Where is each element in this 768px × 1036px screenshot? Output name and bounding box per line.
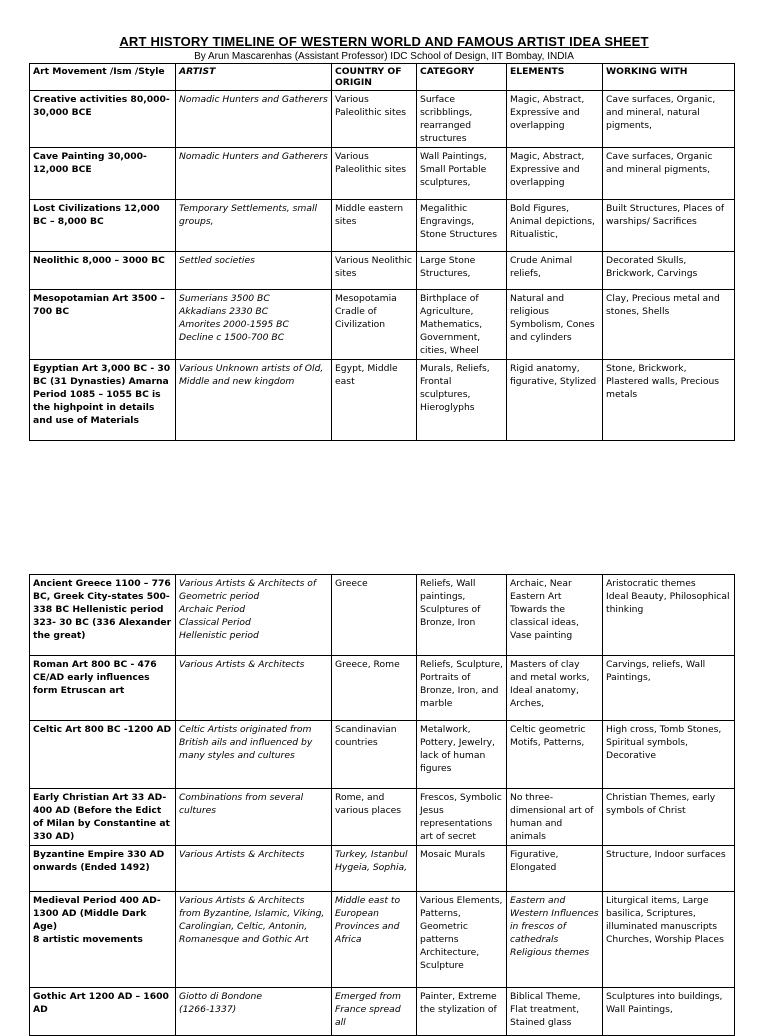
elements-cell: Magic, Abstract, Expressive and overlapping xyxy=(507,148,603,200)
movement-cell: Creative activities 80,000-30,000 BCE xyxy=(30,91,176,148)
artist-cell: Nomadic Hunters and Gatherers xyxy=(176,148,332,200)
artist-cell: Various Unknown artists of Old, Middle and new kingdom xyxy=(176,360,332,441)
movement-cell: Early Christian Art 33 AD-400 AD (Before the Edict of Milan by Constantine at 330 AD) xyxy=(30,789,176,846)
category-cell: Surface scribblings, rearranged structures xyxy=(417,91,507,148)
working-with-cell: Carvings, reliefs, Wall Paintings, xyxy=(603,656,735,721)
elements-cell: Celtic geometric Motifs, Patterns, xyxy=(507,721,603,789)
timeline-table-2-body xyxy=(30,575,735,1036)
elements-cell: Crude Animal reliefs, xyxy=(507,252,603,290)
category-cell: Reliefs, Sculpture, Portraits of Bronze, Iron, and marble xyxy=(417,656,507,721)
category-cell: Megalithic Engravings, Stone Structures xyxy=(417,200,507,252)
table-row xyxy=(30,988,735,1036)
category-cell: Metalwork, Pottery, Jewelry, lack of human figures xyxy=(417,721,507,789)
working-with-cell: Sculptures into buildings, Wall Paintings, xyxy=(603,988,735,1036)
working-with-cell: Decorated Skulls, Brickwork, Carvings xyxy=(603,252,735,290)
table-row xyxy=(30,252,735,290)
timeline-table-1-body xyxy=(30,91,735,441)
table-row xyxy=(30,721,735,789)
country-cell: Turkey, Istanbul Hygeia, Sophia, xyxy=(332,846,417,892)
country-cell: Rome, and various places xyxy=(332,789,417,846)
category-cell: Reliefs, Wall paintings, Sculptures of Bronze, Iron xyxy=(417,575,507,656)
working-with-cell: Liturgical items, Large basilica, Scriptures, illuminated manuscripts Churches, Worship Places xyxy=(603,892,735,988)
elements-cell: Magic, Abstract, Expressive and overlapping xyxy=(507,91,603,148)
table-row xyxy=(30,575,735,656)
artist-cell: Celtic Artists originated from British ails and influenced by many styles and cultures xyxy=(176,721,332,789)
country-cell: Scandinavian countries xyxy=(332,721,417,789)
header-elements: ELEMENTS xyxy=(507,64,603,91)
category-cell: Murals, Reliefs, Frontal sculptures, Hieroglyphs xyxy=(417,360,507,441)
header-artist: ARTIST xyxy=(176,64,332,91)
elements-cell: Figurative, Elongated xyxy=(507,846,603,892)
timeline-table-header xyxy=(30,64,735,91)
movement-cell: Cave Painting 30,000-12,000 BCE xyxy=(30,148,176,200)
table-row xyxy=(30,656,735,721)
artist-cell: Giotto di Bondone (1266-1337) xyxy=(176,988,332,1036)
movement-cell: Egyptian Art 3,000 BC - 30 BC (31 Dynasties) Amarna Period 1085 – 1055 BC is the highpoint in details and use of Materials xyxy=(30,360,176,441)
artist-cell: Various Artists & Architects xyxy=(176,846,332,892)
country-cell: Various Paleolithic sites xyxy=(332,91,417,148)
header-category: CATEGORY xyxy=(417,64,507,91)
working-with-cell: Cave surfaces, Organic and mineral pigments, xyxy=(603,148,735,200)
movement-cell: Gothic Art 1200 AD – 1600 AD xyxy=(30,988,176,1036)
movement-cell: Mesopotamian Art 3500 – 700 BC xyxy=(30,290,176,360)
country-cell: Various Paleolithic sites xyxy=(332,148,417,200)
artist-cell: Temporary Settlements, small groups, xyxy=(176,200,332,252)
movement-cell: Medieval Period 400 AD-1300 AD (Middle Dark Age) 8 artistic movements xyxy=(30,892,176,988)
category-cell: Large Stone Structures, xyxy=(417,252,507,290)
table-row xyxy=(30,846,735,892)
country-cell: Mesopotamia Cradle of Civilization xyxy=(332,290,417,360)
header-working-with: WORKING WITH xyxy=(603,64,735,91)
category-cell: Birthplace of Agriculture, Mathematics, Government, cities, Wheel xyxy=(417,290,507,360)
artist-cell: Various Artists & Architects from Byzantine, Islamic, Viking, Carolingian, Celtic, Antonin, Romanesque and Gothic Art xyxy=(176,892,332,988)
header-movement: Art Movement /Ism /Style xyxy=(30,64,176,91)
movement-cell: Ancient Greece 1100 – 776 BC, Greek City-states 500-338 BC Hellenistic period 323- 30 BC (336 Alexander the great) xyxy=(30,575,176,656)
country-cell: Various Neolithic sites xyxy=(332,252,417,290)
working-with-cell: Cave surfaces, Organic, and mineral, natural pigments, xyxy=(603,91,735,148)
document-subtitle: By Arun Mascarenhas (Assistant Professor) IDC School of Design, IIT Bombay, INDIA xyxy=(194,51,574,62)
artist-cell: Settled societies xyxy=(176,252,332,290)
table-row xyxy=(30,789,735,846)
category-cell: Various Elements, Patterns, Geometric patterns Architecture, Sculpture xyxy=(417,892,507,988)
country-cell: Greece, Rome xyxy=(332,656,417,721)
header-row xyxy=(30,64,735,91)
movement-cell: Celtic Art 800 BC -1200 AD xyxy=(30,721,176,789)
header-country: COUNTRY OF ORIGIN xyxy=(332,64,417,91)
movement-cell: Roman Art 800 BC - 476 CE/AD early influences form Etruscan art xyxy=(30,656,176,721)
elements-cell: Bold Figures, Animal depictions, Ritualistic, xyxy=(507,200,603,252)
movement-cell: Lost Civilizations 12,000 BC – 8,000 BC xyxy=(30,200,176,252)
country-cell: Emerged from France spread all xyxy=(332,988,417,1036)
timeline-table-2 xyxy=(29,574,735,1036)
elements-cell: No three-dimensional art of human and animals xyxy=(507,789,603,846)
table-row xyxy=(30,91,735,148)
movement-cell: Neolithic 8,000 – 3000 BC xyxy=(30,252,176,290)
elements-cell: Natural and religious Symbolism, Cones and cylinders xyxy=(507,290,603,360)
elements-cell: Eastern and Western Influences in frescos of cathedrals Religious themes xyxy=(507,892,603,988)
elements-cell: Biblical Theme, Flat treatment, Stained glass xyxy=(507,988,603,1036)
document-title: ART HISTORY TIMELINE OF WESTERN WORLD AND FAMOUS ARTIST IDEA SHEET xyxy=(119,34,649,49)
table-row xyxy=(30,360,735,441)
elements-cell: Archaic, Near Eastern Art Towards the classical ideas, Vase painting xyxy=(507,575,603,656)
artist-cell: Various Artists & Architects xyxy=(176,656,332,721)
table-row xyxy=(30,200,735,252)
category-cell: Painter, Extreme the stylization of xyxy=(417,988,507,1036)
timeline-table-1 xyxy=(29,63,735,441)
country-cell: Greece xyxy=(332,575,417,656)
working-with-cell: Stone, Brickwork, Plastered walls, Precious metals xyxy=(603,360,735,441)
elements-cell: Masters of clay and metal works, Ideal anatomy, Arches, xyxy=(507,656,603,721)
movement-cell: Byzantine Empire 330 AD onwards (Ended 1492) xyxy=(30,846,176,892)
country-cell: Middle east to European Provinces and Africa xyxy=(332,892,417,988)
working-with-cell: Built Structures, Places of warships/ Sacrifices xyxy=(603,200,735,252)
artist-cell: Nomadic Hunters and Gatherers xyxy=(176,91,332,148)
artist-cell: Combinations from several cultures xyxy=(176,789,332,846)
table-row xyxy=(30,290,735,360)
table-row xyxy=(30,148,735,200)
elements-cell: Rigid anatomy, figurative, Stylized xyxy=(507,360,603,441)
country-cell: Egypt, Middle east xyxy=(332,360,417,441)
working-with-cell: High cross, Tomb Stones, Spiritual symbols, Decorative xyxy=(603,721,735,789)
table-row xyxy=(30,892,735,988)
category-cell: Frescos, Symbolic Jesus representations art of secret xyxy=(417,789,507,846)
working-with-cell: Clay, Precious metal and stones, Shells xyxy=(603,290,735,360)
artist-cell: Sumerians 3500 BC Akkadians 2330 BC Amorites 2000-1595 BC Decline c 1500-700 BC xyxy=(176,290,332,360)
country-cell: Middle eastern sites xyxy=(332,200,417,252)
working-with-cell: Christian Themes, early symbols of Christ xyxy=(603,789,735,846)
category-cell: Mosaic Murals xyxy=(417,846,507,892)
working-with-cell: Structure, Indoor surfaces xyxy=(603,846,735,892)
working-with-cell: Aristocratic themes Ideal Beauty, Philosophical thinking xyxy=(603,575,735,656)
artist-cell: Various Artists & Architects of Geometric period Archaic Period Classical Period Hellenistic period xyxy=(176,575,332,656)
category-cell: Wall Paintings, Small Portable sculptures, xyxy=(417,148,507,200)
